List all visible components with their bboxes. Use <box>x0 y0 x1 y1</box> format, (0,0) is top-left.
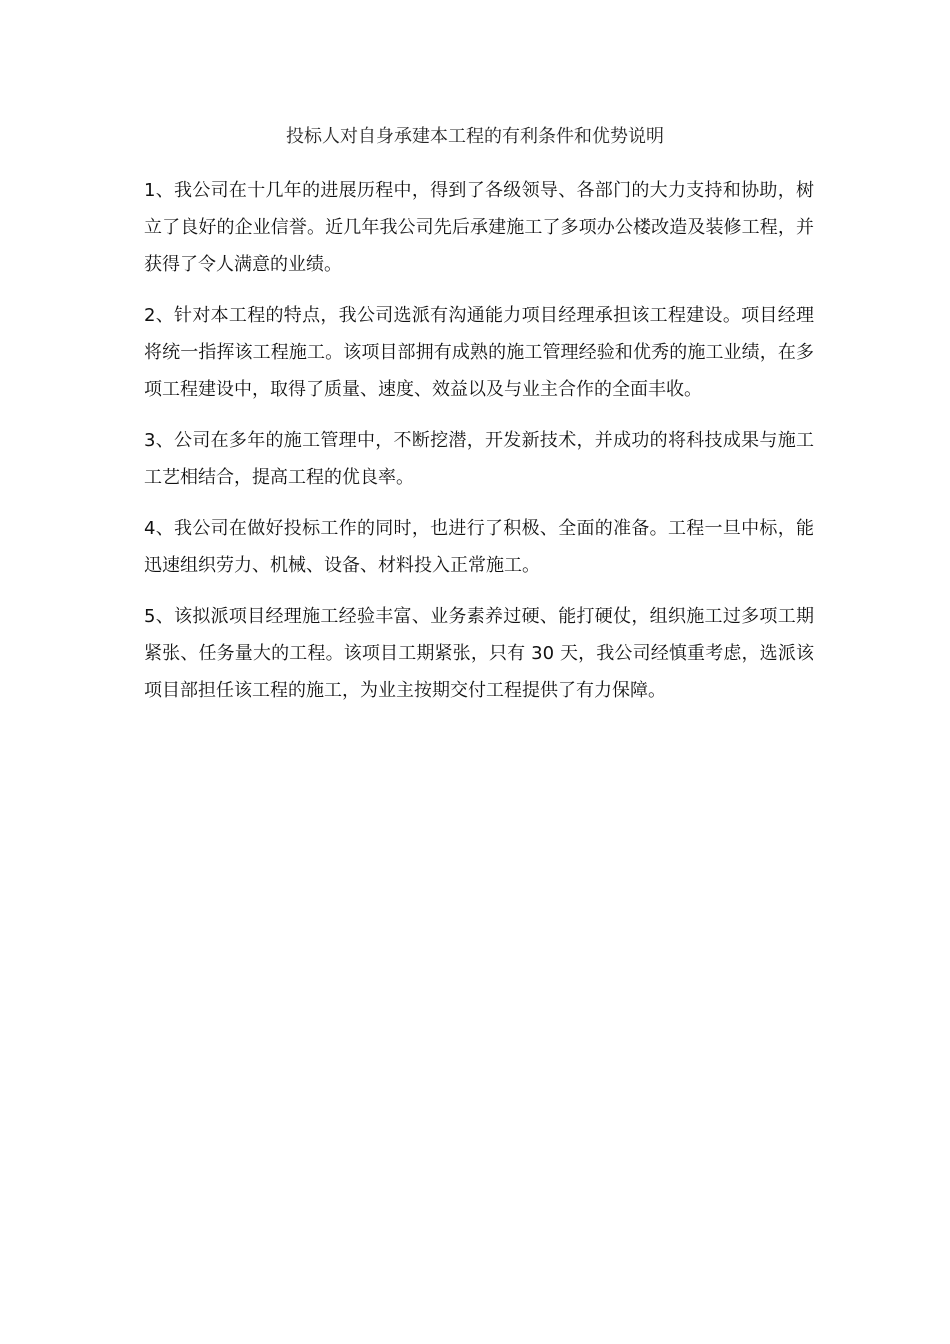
document-body <box>144 172 814 723</box>
paragraph-4: 4、我公司在做好投标工作的同时，也进行了积极、全面的准备。工程一旦中标，能迅速组织劳力、机械、设备、材料投入正常施工。 <box>144 518 814 576</box>
paragraph-1: 1、我公司在十几年的进展历程中，得到了各级领导、各部门的大力支持和协助，树立了良好的企业信誉。近几年我公司先后承建施工了多项办公楼改造及装修工程，并获得了令人满意的业绩。 <box>144 180 814 275</box>
paragraph-3: 3、公司在多年的施工管理中，不断挖潜，开发新技术，并成功的将科技成果与施工工艺相结合，提高工程的优良率。 <box>144 430 814 488</box>
paragraph-2: 2、针对本工程的特点，我公司选派有沟通能力项目经理承担该工程建设。项目经理将统一指挥该工程施工。该项目部拥有成熟的施工管理经验和优秀的施工业绩，在多项工程建设中，取得了质量、速度、效益以及与业主合作的全面丰收。 <box>144 305 814 400</box>
document-title: 投标人对自身承建本工程的有利条件和优势说明 <box>286 126 664 147</box>
paragraph-5: 5、该拟派项目经理施工经验丰富、业务素养过硬、能打硬仗，组织施工过多项工期紧张、任务量大的工程。该项目工期紧张，只有 30 天，我公司经慎重考虑，选派该项目部担任该工程的施工，为业主按期交付工程提供了有力保障。 <box>144 606 814 701</box>
